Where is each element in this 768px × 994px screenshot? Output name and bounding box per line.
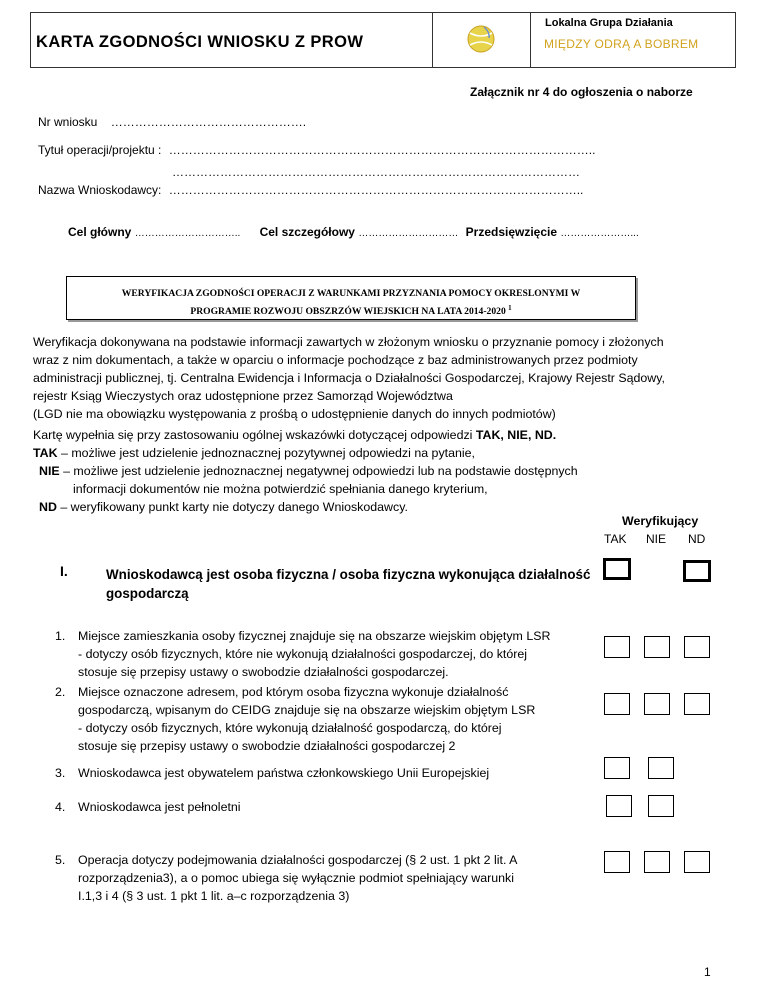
- nd-text: – weryfikowany punkt karty nie dotyczy danego Wnioskodawcy.: [56, 500, 408, 514]
- criterion-line: Wnioskodawca jest obywatelem państwa członkowskiego Unii Europejskiej: [78, 766, 490, 780]
- item2-nie-checkbox[interactable]: [644, 693, 670, 715]
- intro-line: wraz z nim dokumentach, a także w oparciu o informacje pochodzące z baz administrowanych przez podmioty: [33, 353, 638, 367]
- przedsiewziecie-dots: …………………..: [560, 228, 636, 239]
- page-title: KARTA ZGODNOŚCI WNIOSKU Z PROW: [36, 33, 364, 51]
- header-divider: [432, 12, 433, 68]
- col-nd: ND: [688, 532, 706, 546]
- item1-nd-checkbox[interactable]: [684, 636, 710, 658]
- tak-text: – możliwe jest udzielenie jednoznacznej pozytywnej odpowiedzi na pytanie,: [57, 446, 475, 460]
- intro-line: Weryfikacja dokonywana na podstawie informacji zawartych w złożonym wniosku o przyznanie pomocy i złożonych: [33, 335, 664, 349]
- col-tak: TAK: [604, 532, 627, 546]
- footnote-mark: 1: [508, 304, 512, 312]
- przedsiewziecie-dots-tail: .: [635, 228, 639, 239]
- intro-line: (LGD nie ma obowiązku występowania z prośbą o udostępnienie danych do innych podmiotów): [33, 407, 556, 421]
- nazwa-field: [38, 183, 583, 197]
- criterion-line: rozporządzenia3), a o pomoc ubiega się wyłącznie podmiot spełniający warunki: [78, 871, 514, 885]
- przedsiewziecie-label: Przedsięwzięcie: [465, 225, 558, 239]
- criterion-line: stosuje się przepisy ustawy o swobodzie działalności gospodarczej 2: [78, 739, 456, 753]
- item5-nd-checkbox[interactable]: [684, 851, 710, 873]
- section-nd-checkbox[interactable]: [683, 560, 711, 582]
- item2-tak-checkbox[interactable]: [604, 693, 630, 715]
- criterion-line: gospodarczą, wpisanym do CEIDG znajduje się na obszarze wiejskim objętym LSR: [78, 703, 536, 717]
- tytul-label: Tytuł operacji/projektu :: [38, 143, 162, 157]
- guidance-block: [33, 426, 733, 516]
- item3-nie-checkbox[interactable]: [648, 757, 674, 779]
- criterion-line: Wnioskodawca jest pełnoletni: [78, 800, 241, 814]
- tak-label: TAK: [33, 446, 58, 460]
- item4-nie-checkbox[interactable]: [648, 795, 674, 817]
- criterion-line: Miejsce oznaczone adresem, pod którym osoba fizyczna wykonuje działalność: [78, 685, 509, 699]
- nr-wniosku-dots: ………………………………………….: [110, 115, 307, 129]
- section-number: I.: [60, 563, 68, 579]
- tak-definition: [33, 444, 733, 462]
- verification-heading-line1: WERYFIKACJA ZGODNOŚCI OPERACJI Z WARUNKAMI PRZYZNANIA POMOCY OKRESLONYMI W: [121, 288, 581, 299]
- item5-nie-checkbox[interactable]: [644, 851, 670, 873]
- item-number: 3.: [55, 766, 66, 780]
- tytul-dots: ……………………………………………………………………………………………..: [168, 143, 596, 157]
- item-number: 4.: [55, 800, 66, 814]
- tennis-ball-logo-icon: [466, 24, 496, 54]
- criterion-line: stosuje się przepisy ustawy o swobodzie działalności gospodarczej.: [78, 665, 449, 679]
- item-number: 2.: [55, 685, 66, 699]
- item-number: 1.: [55, 629, 66, 643]
- nr-wniosku-field: [38, 115, 306, 129]
- nie-text-continued: informacji dokumentów nie można potwierdzić spełniania danego kryterium,: [73, 482, 488, 496]
- lgd-name: Lokalna Grupa Działania: [545, 17, 673, 29]
- tytul-field: [38, 143, 595, 157]
- section-title-line: Wnioskodawcą jest osoba fizyczna / osoba fizyczna wykonująca działalność: [106, 567, 591, 582]
- guidance-text: Kartę wypełnia się przy zastosowaniu ogólnej wskazówki dotyczącej odpowiedzi: [33, 428, 476, 442]
- lgd-slogan: MIĘDZY ODRĄ A BOBREM: [544, 37, 699, 51]
- criterion-item: [78, 683, 535, 755]
- item4-tak-checkbox[interactable]: [606, 795, 632, 817]
- nie-text: – możliwe jest udzielenie jednoznacznej negatywnej odpowiedzi lub na podstawie dostępnych: [59, 464, 578, 478]
- cel-szczegolowy-label: Cel szczegółowy: [259, 225, 355, 239]
- criterion-line: - dotyczy osób fizycznych, które wykonują działalność gospodarczą, do której: [78, 721, 502, 735]
- nazwa-dots: …………………………………………………………………………………………..: [168, 183, 584, 197]
- nie-definition: [33, 462, 733, 480]
- criterion-line: Miejsce zamieszkania osoby fizycznej znajduje się na obszarze wiejskim objętym LSR: [78, 629, 551, 643]
- criterion-item: [78, 851, 517, 905]
- item5-tak-checkbox[interactable]: [604, 851, 630, 873]
- guidance-bold: TAK, NIE, ND.: [475, 428, 557, 442]
- item1-nie-checkbox[interactable]: [644, 636, 670, 658]
- verification-heading: [66, 286, 636, 319]
- criterion-line: Operacja dotyczy podejmowania działalności gospodarczej (§ 2 ust. 1 pkt 2 lit. A: [78, 853, 518, 867]
- nd-label: ND: [39, 500, 57, 514]
- item3-tak-checkbox[interactable]: [604, 757, 630, 779]
- annex-label: Załącznik nr 4 do ogłoszenia o naborze: [470, 85, 693, 99]
- criterion-item: [78, 798, 241, 816]
- section-title-line: gospodarczą: [106, 586, 189, 601]
- criterion-line: I.1,3 i 4 (§ 3 ust. 1 pkt 1 lit. a–c rozporządzenia 3): [78, 889, 350, 903]
- intro-line: administracji publicznej, tj. Centralna Ewidencja i Informacja o Działalności Gospodarczej, Krajowy Rejestr Sądowy,: [33, 371, 665, 385]
- criterion-item: [78, 764, 489, 782]
- header-divider: [530, 12, 531, 68]
- intro-line: rejestr Ksiąg Wieczystych oraz udostępnione przez Samorząd Województwa: [33, 389, 453, 403]
- item-number: 5.: [55, 853, 66, 867]
- cel-szczegolowy-dots: …………………………: [358, 228, 459, 239]
- nie-label: NIE: [39, 464, 60, 478]
- cel-glowny-label: Cel główny: [68, 225, 132, 239]
- verifier-header: Weryfikujący: [622, 514, 699, 528]
- intro-paragraph: [33, 333, 665, 423]
- section-tak-checkbox[interactable]: [603, 558, 631, 580]
- verification-heading-line2: PROGRAMIE ROZWOJU OBSZRZÓW WIEJSKICH NA LATA 2014-2020: [190, 306, 506, 318]
- nr-wniosku-label: Nr wniosku: [38, 115, 98, 129]
- criterion-item: [78, 627, 550, 681]
- nazwa-label: Nazwa Wnioskodawcy:: [38, 183, 162, 197]
- item1-tak-checkbox[interactable]: [604, 636, 630, 658]
- cel-glowny-dots: …………………………..: [134, 228, 241, 239]
- section-title: [106, 565, 590, 603]
- goals-row: [68, 225, 639, 239]
- guidance-line: [33, 426, 733, 444]
- criterion-line: - dotyczy osób fizycznych, które nie wykonują działalności gospodarczej, do której: [78, 647, 528, 661]
- col-nie: NIE: [646, 532, 667, 546]
- page-number: 1: [704, 965, 711, 979]
- item2-nd-checkbox[interactable]: [684, 693, 710, 715]
- tytul-dots-continued: …………………………………………………………………………………………: [172, 165, 580, 179]
